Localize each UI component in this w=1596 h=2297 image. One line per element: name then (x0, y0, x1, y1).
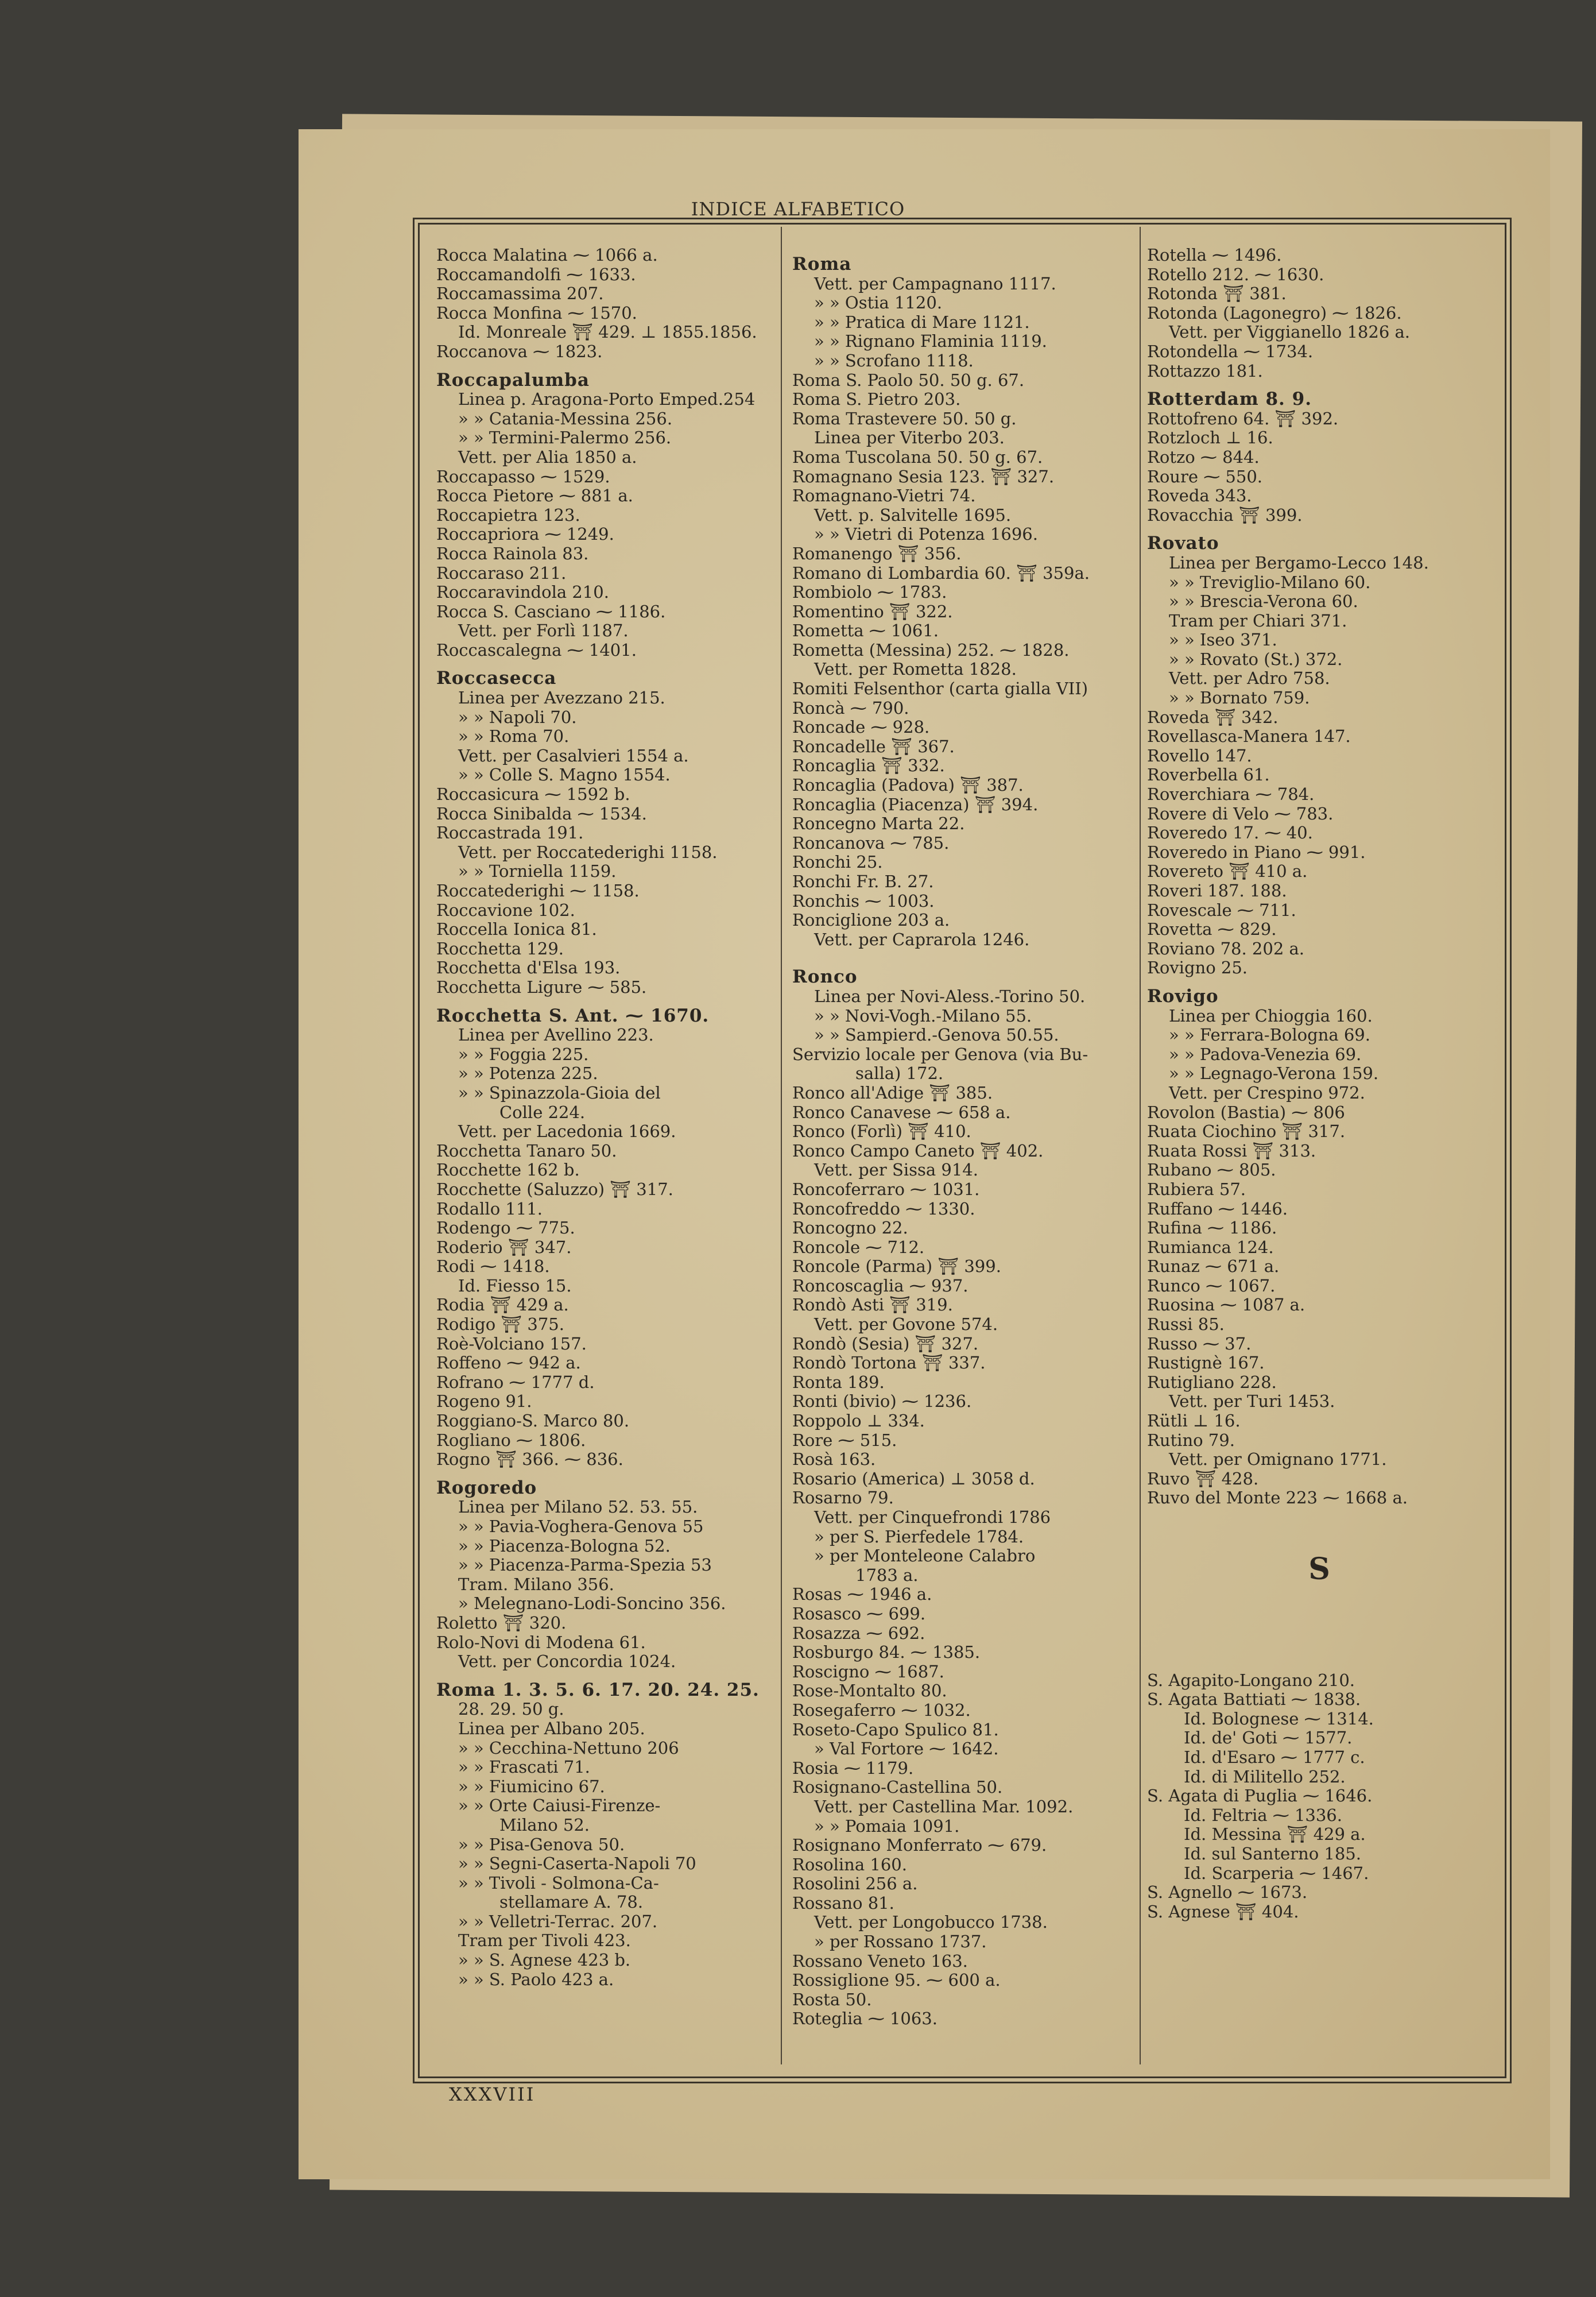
index-entry: Romiti Felsenthor (carta gialla VII) (792, 679, 1088, 699)
index-entry: Vett. p. Salvitelle 1695. (814, 505, 1012, 525)
index-entry: Roccastrada 191. (436, 823, 584, 843)
index-entry: » Melegnano-Lodi-Soncino 356. (458, 1594, 726, 1614)
page-header: INDICE ALFABETICO (691, 198, 905, 220)
index-entry: Romentino ⛩ 322. (792, 601, 953, 621)
index-entry: Rosazza ⁓ 692. (792, 1623, 925, 1643)
index-entry: Rotzloch ⊥ 16. (1147, 428, 1273, 448)
index-entry: » » Legnago-Verona 159. (1169, 1064, 1379, 1084)
index-entry: Rossano 81. (792, 1893, 894, 1913)
index-entry: Rottofreno 64. ⛩ 392. (1147, 408, 1339, 428)
index-entry: Id. Monreale ⛩ 429. ⊥ 1855.1856. (458, 322, 757, 342)
index-entry: Roccatederighi ⁓ 1158. (436, 881, 640, 900)
index-entry: » » Velletri-Terrac. 207. (458, 1911, 658, 1931)
index-entry: salla) 172. (855, 1064, 944, 1084)
index-entry: » » Brescia-Verona 60. (1169, 591, 1358, 612)
index-heading: Roccasecca (436, 668, 557, 689)
index-entry: Id. d'Esaro ⁓ 1777 c. (1184, 1747, 1365, 1767)
index-entry: Ronco (Forlì) ⛩ 410. (792, 1122, 971, 1142)
index-entry: Rumianca 124. (1147, 1237, 1274, 1257)
index-entry: » » Segni-Caserta-Napoli 70 (458, 1854, 696, 1874)
index-entry: » » Scrofano 1118. (814, 350, 974, 370)
index-heading: Roccapalumba (436, 369, 590, 390)
index-entry: Rocchette (Saluzzo) ⛩ 317. (436, 1179, 673, 1199)
index-entry: Rocca Monfina ⁓ 1570. (436, 303, 637, 323)
index-entry: Romanengo ⛩ 356. (792, 543, 962, 563)
index-entry: Rocchette 162 b. (436, 1160, 580, 1180)
index-entry: Rocchetta Ligure ⁓ 585. (436, 977, 647, 997)
index-entry: Rovolon (Bastia) ⁓ 806 (1147, 1102, 1345, 1122)
index-entry: Rosegaferro ⁓ 1032. (792, 1700, 971, 1720)
index-entry: » » Fiumicino 67. (458, 1776, 605, 1796)
index-entry: Runco ⁓ 1067. (1147, 1275, 1276, 1296)
index-entry: Roccapietra 123. (436, 505, 580, 525)
index-entry: Roppolo ⊥ 334. (792, 1411, 925, 1431)
index-entry: Roccapriora ⁓ 1249. (436, 524, 614, 544)
index-entry: » » Napoli 70. (458, 707, 577, 727)
index-entry: » » Bornato 759. (1169, 688, 1310, 708)
index-heading: Rovigo (1147, 985, 1219, 1007)
index-entry: » » Pomaia 1091. (814, 1816, 960, 1836)
index-entry: Id. Scarperia ⁓ 1467. (1184, 1863, 1369, 1883)
index-entry: » » Novi-Vogh.-Milano 55. (814, 1006, 1032, 1026)
index-entry: Roccanova ⁓ 1823. (436, 341, 603, 361)
index-entry: Id. Bolognese ⁓ 1314. (1184, 1708, 1374, 1728)
index-entry: Rodi ⁓ 1418. (436, 1256, 550, 1277)
index-entry: » » Piacenza-Parma-Spezia 53 (458, 1555, 712, 1575)
index-entry: » per Monteleone Calabro (814, 1546, 1036, 1566)
index-entry: Roccapasso ⁓ 1529. (436, 466, 610, 486)
index-entry: Roveda ⛩ 342. (1147, 707, 1279, 727)
index-entry: Roncogno 22. (792, 1218, 908, 1238)
index-entry: Roncadelle ⛩ 367. (792, 736, 955, 756)
index-entry: Roletto ⛩ 320. (436, 1612, 567, 1633)
index-entry: Roncaglia ⛩ 332. (792, 756, 945, 776)
index-entry: Ronchi Fr. B. 27. (792, 872, 934, 891)
index-entry: Roncoferraro ⁓ 1031. (792, 1179, 980, 1199)
index-entry: Rotello 212. ⁓ 1630. (1147, 264, 1324, 284)
index-entry: Roncaglia (Padova) ⛩ 387. (792, 775, 1024, 795)
index-entry: Roè-Volciano 157. (436, 1333, 587, 1354)
index-entry: » » Orte Caiusi-Firenze- (458, 1796, 661, 1816)
index-entry: Roma S. Pietro 203. (792, 389, 961, 409)
index-entry: Rutigliano 228. (1147, 1372, 1277, 1392)
index-entry: Roncaglia (Piacenza) ⛩ 394. (792, 794, 1039, 814)
index-entry: Roncoscaglia ⁓ 937. (792, 1275, 969, 1296)
index-entry: Roverchiara ⁓ 784. (1147, 784, 1315, 805)
index-entry: Vett. per Castellina Mar. 1092. (814, 1796, 1074, 1816)
index-entry: Rubiera 57. (1147, 1179, 1246, 1199)
index-entry: Rovetta ⁓ 829. (1147, 919, 1277, 939)
index-entry: Vett. per Rometta 1828. (814, 659, 1017, 679)
index-column-3 (1147, 246, 1492, 1921)
index-entry: Vett. per Omignano 1771. (1169, 1449, 1387, 1470)
index-entry: Ronco Canavese ⁓ 658 a. (792, 1102, 1011, 1122)
index-entry: Russi 85. (1147, 1314, 1225, 1335)
index-entry: Rovigno 25. (1147, 958, 1248, 978)
index-entry: » per Rossano 1737. (814, 1932, 987, 1952)
index-entry: Linea per Viterbo 203. (814, 428, 1005, 448)
index-entry: Roveredo in Piano ⁓ 991. (1147, 842, 1366, 862)
index-heading: Roma (792, 254, 852, 274)
index-entry: Roncanova ⁓ 785. (792, 833, 950, 853)
index-entry: » » Padova-Venezia 69. (1169, 1044, 1362, 1064)
index-entry: Id. di Militello 252. (1184, 1766, 1346, 1786)
index-entry: Rometta ⁓ 1061. (792, 621, 939, 641)
index-entry: Rondò Asti ⛩ 319. (792, 1295, 953, 1315)
index-entry: Id. Fiesso 15. (458, 1275, 572, 1296)
index-entry: Vett. per Casalvieri 1554 a. (458, 745, 689, 765)
index-column-2 (792, 246, 1137, 2029)
index-entry: Roma Trastevere 50. 50 g. (792, 408, 1017, 428)
index-entry: Roveda 343. (1147, 486, 1252, 506)
index-entry: Rocca S. Casciano ⁓ 1186. (436, 601, 666, 621)
index-entry: Roccamandolfi ⁓ 1633. (436, 264, 636, 284)
index-entry: Roviano 78. 202 a. (1147, 938, 1305, 958)
index-entry: Vett. per Alia 1850 a. (458, 447, 637, 467)
index-entry: S. Agata di Puglia ⁓ 1646. (1147, 1786, 1373, 1806)
index-entry: Id. sul Santerno 185. (1184, 1843, 1361, 1863)
index-entry: Vett. per Campagnano 1117. (814, 273, 1056, 293)
index-entry: Rosario (America) ⊥ 3058 d. (792, 1468, 1035, 1488)
index-entry: Rosarno 79. (792, 1488, 894, 1508)
index-entry: Ruvo del Monte 223 ⁓ 1668 a. (1147, 1488, 1408, 1508)
index-entry: Vett. per Sissa 914. (814, 1160, 978, 1180)
index-entry: Rosolini 256 a. (792, 1874, 918, 1894)
index-entry: Vett. per Roccatederighi 1158. (458, 842, 718, 862)
index-entry: Rovacchia ⛩ 399. (1147, 505, 1303, 525)
index-entry: Ruffano ⁓ 1446. (1147, 1198, 1288, 1219)
index-entry: Rondò Tortona ⛩ 337. (792, 1353, 986, 1373)
index-entry: Roncole (Parma) ⛩ 399. (792, 1256, 1001, 1277)
index-entry: Rocchetta d'Elsa 193. (436, 958, 621, 978)
index-entry: Vett. per Turi 1453. (1169, 1391, 1335, 1412)
index-entry: » Val Fortore ⁓ 1642. (814, 1739, 999, 1759)
index-entry: Rometta (Messina) 252. ⁓ 1828. (792, 640, 1070, 660)
index-entry: Ronciglione 203 a. (792, 910, 950, 930)
index-entry: Linea per Novi-Aless.-Torino 50. (814, 986, 1086, 1006)
index-entry: Rosasco ⁓ 699. (792, 1603, 926, 1623)
index-entry: Rocca Rainola 83. (436, 543, 589, 563)
index-entry: Roccaraso 211. (436, 563, 567, 583)
index-entry: » » Pisa-Genova 50. (458, 1834, 625, 1854)
index-entry: Roncegno Marta 22. (792, 814, 965, 834)
column-divider (781, 227, 782, 2064)
index-entry: Ronco Campo Caneto ⛩ 402. (792, 1140, 1044, 1161)
index-entry: » » S. Paolo 423 a. (458, 1969, 614, 1989)
index-entry: Rovellasca-Manera 147. (1147, 726, 1351, 747)
index-entry: Roncà ⁓ 790. (792, 698, 909, 718)
index-entry: Linea per Chioggia 160. (1169, 1006, 1373, 1026)
index-entry: Ruata Rossi ⛩ 313. (1147, 1140, 1316, 1161)
index-entry: » » Vietri di Potenza 1696. (814, 524, 1038, 544)
index-entry: Roccavione 102. (436, 900, 575, 920)
index-heading: Ronco (792, 966, 858, 988)
index-entry: 1783 a. (855, 1565, 919, 1585)
index-entry: Roccella Ionica 81. (436, 919, 597, 939)
index-entry: Tram per Tivoli 423. (458, 1931, 631, 1951)
index-entry: Rosolina 160. (792, 1854, 907, 1874)
index-entry: Vett. per Cinquefrondi 1786 (814, 1507, 1051, 1527)
index-entry: Rossiglione 95. ⁓ 600 a. (792, 1970, 1001, 1990)
index-entry: Ruosina ⁓ 1087 a. (1147, 1295, 1306, 1315)
index-entry: Rocchetta Tanaro 50. (436, 1140, 617, 1161)
index-entry: Vett. per Govone 574. (814, 1314, 998, 1335)
index-entry: Rutino 79. (1147, 1430, 1235, 1450)
index-entry: Rosignano-Castellina 50. (792, 1777, 1003, 1797)
index-entry: Rofrano ⁓ 1777 d. (436, 1372, 595, 1392)
index-entry: Rogno ⛩ 366. ⁓ 836. (436, 1449, 623, 1470)
index-entry: Ronco all'Adige ⛩ 385. (792, 1082, 993, 1103)
index-heading: Roma 1. 3. 5. 6. 17. 20. 24. 25. (436, 1679, 760, 1700)
index-entry: Roccascalegna ⁓ 1401. (436, 640, 637, 660)
index-entry: Rosta 50. (792, 1989, 872, 2009)
index-entry: Milano 52. (499, 1815, 590, 1835)
index-entry: Roncade ⁓ 928. (792, 717, 930, 737)
index-entry: Vett. per Caprarola 1246. (814, 929, 1030, 949)
index-entry: S. Agata Battiati ⁓ 1838. (1147, 1689, 1361, 1710)
index-entry: Rufina ⁓ 1186. (1147, 1218, 1277, 1238)
index-heading: Rogoredo (436, 1477, 537, 1498)
index-entry: Rosas ⁓ 1946 a. (792, 1584, 932, 1604)
index-entry: Rosia ⁓ 1179. (792, 1758, 914, 1778)
index-entry: Rodigo ⛩ 375. (436, 1314, 564, 1335)
section-letter: S (1308, 1552, 1330, 1587)
index-entry: » » Termini-Palermo 256. (458, 428, 672, 448)
index-entry: Rodia ⛩ 429 a. (436, 1295, 569, 1315)
index-entry: Linea per Bergamo-Lecco 148. (1169, 552, 1429, 573)
index-entry: Ronchis ⁓ 1003. (792, 891, 935, 911)
index-entry: Rustignè 167. (1147, 1353, 1265, 1373)
index-entry: Rovello 147. (1147, 745, 1252, 765)
index-entry: Rogeno 91. (436, 1391, 532, 1412)
index-entry: Vett. per Viggianello 1826 a. (1169, 322, 1410, 342)
index-entry: Rocchetta 129. (436, 938, 564, 958)
column-divider (1140, 227, 1141, 2064)
index-entry: Rotonda ⛩ 381. (1147, 284, 1287, 304)
index-entry: Ruvo ⛩ 428. (1147, 1468, 1259, 1488)
index-entry: Rolo-Novi di Modena 61. (436, 1632, 646, 1652)
index-entry: Rottazzo 181. (1147, 361, 1263, 381)
index-entry: Roveredo 17. ⁓ 40. (1147, 823, 1313, 843)
index-entry: » » Rovato (St.) 372. (1169, 649, 1343, 669)
index-entry: Servizio locale per Genova (via Bu- (792, 1044, 1088, 1064)
index-entry: Rotella ⁓ 1496. (1147, 245, 1282, 265)
index-entry: Vett. per Crespino 972. (1169, 1082, 1365, 1103)
index-entry: Romano di Lombardia 60. ⛩ 359a. (792, 563, 1090, 583)
index-entry: Roure ⁓ 550. (1147, 466, 1263, 486)
index-entry: Rocca Pietore ⁓ 881 a. (436, 486, 633, 506)
index-entry: Rocca Malatina ⁓ 1066 a. (436, 245, 658, 265)
index-entry: Rocca Sinibalda ⁓ 1534. (436, 803, 647, 823)
index-entry: » » Pratica di Mare 1121. (814, 312, 1030, 332)
index-entry: » » Torniella 1159. (458, 861, 617, 881)
index-entry: Id. Messina ⛩ 429 a. (1184, 1824, 1366, 1844)
index-entry: » » Ferrara-Bologna 69. (1169, 1025, 1370, 1045)
index-entry: Rombiolo ⁓ 1783. (792, 582, 947, 602)
index-entry: Vett. per Lacedonia 1669. (458, 1122, 676, 1142)
index-entry: » » Ostia 1120. (814, 293, 943, 313)
index-entry: Roccaravindola 210. (436, 582, 609, 602)
index-entry: S. Agnello ⁓ 1673. (1147, 1882, 1308, 1902)
index-entry: » » Piacenza-Bologna 52. (458, 1536, 671, 1556)
index-entry: Rovescale ⁓ 711. (1147, 900, 1296, 920)
index-entry: 28. 29. 50 g. (458, 1699, 564, 1719)
index-entry: Roseto-Capo Spulico 81. (792, 1719, 999, 1739)
index-entry: Colle 224. (499, 1102, 586, 1122)
index-entry: Roma S. Paolo 50. 50 g. 67. (792, 370, 1025, 390)
index-heading: Rocchetta S. Ant. ⁓ 1670. (436, 1005, 710, 1026)
index-entry: Rubano ⁓ 805. (1147, 1160, 1276, 1180)
index-entry: Roveri 187. 188. (1147, 881, 1287, 900)
index-entry: Tram. Milano 356. (458, 1574, 614, 1594)
index-entry: Rose-Montalto 80. (792, 1681, 947, 1701)
index-entry: Rosà 163. (792, 1449, 876, 1470)
index-entry: » » Iseo 371. (1169, 630, 1277, 650)
index-entry: Linea p. Aragona-Porto Emped.254 (458, 389, 756, 409)
index-entry: » » Potenza 225. (458, 1064, 598, 1084)
index-entry: » » Sampierd.-Genova 50.55. (814, 1025, 1059, 1045)
index-entry: S. Agnese ⛩ 404. (1147, 1901, 1299, 1921)
index-entry: Rodengo ⁓ 775. (436, 1218, 575, 1238)
index-entry: Roderio ⛩ 347. (436, 1237, 572, 1257)
index-entry: Ronti (bivio) ⁓ 1236. (792, 1391, 972, 1412)
index-entry: Rossano Veneto 163. (792, 1951, 968, 1971)
index-entry: » » Rignano Flaminia 1119. (814, 331, 1047, 351)
index-entry: » » Roma 70. (458, 726, 570, 747)
index-entry: Rodallo 111. (436, 1198, 543, 1219)
index-entry: Rogliano ⁓ 1806. (436, 1430, 586, 1450)
index-entry: Tram per Chiari 371. (1169, 610, 1347, 631)
index-entry: Rotondella ⁓ 1734. (1147, 341, 1314, 361)
index-entry: Roffeno ⁓ 942 a. (436, 1353, 581, 1373)
index-heading: Rovato (1147, 533, 1219, 554)
index-entry: » » Colle S. Magno 1554. (458, 765, 671, 785)
index-entry: Rosburgo 84. ⁓ 1385. (792, 1642, 981, 1662)
page-number: XXXVIII (449, 2083, 536, 2105)
index-entry: » per S. Pierfedele 1784. (814, 1526, 1024, 1546)
index-entry: Roscigno ⁓ 1687. (792, 1661, 944, 1681)
index-entry: Vett. per Forlì 1187. (458, 621, 629, 641)
index-entry: Romagnano Sesia 123. ⛩ 327. (792, 466, 1055, 486)
index-entry: » » Pavia-Voghera-Genova 55 (458, 1517, 704, 1536)
index-entry: Roma Tuscolana 50. 50 g. 67. (792, 447, 1043, 467)
spacer (792, 949, 1137, 958)
index-entry: Roncofreddo ⁓ 1330. (792, 1198, 975, 1219)
index-entry: » » Spinazzola-Gioia del (458, 1082, 661, 1103)
index-entry: Romagnano-Vietri 74. (792, 486, 976, 506)
index-entry: Linea per Avezzano 215. (458, 688, 665, 708)
index-column-1 (436, 246, 781, 1989)
index-heading: Rotterdam 8. 9. (1147, 389, 1312, 410)
index-entry: S. Agapito-Longano 210. (1147, 1670, 1355, 1690)
index-entry: Rosignano Monferrato ⁓ 679. (792, 1835, 1047, 1855)
index-entry: Vett. per Longobucco 1738. (814, 1912, 1048, 1932)
index-entry: Ronta 189. (792, 1372, 885, 1392)
index-entry: » » S. Agnese 423 b. (458, 1950, 631, 1970)
index-entry: Roncole ⁓ 712. (792, 1237, 925, 1257)
index-entry: Roccasicura ⁓ 1592 b. (436, 784, 630, 805)
index-entry: stellamare A. 78. (499, 1892, 644, 1912)
index-entry: Vett. per Adro 758. (1169, 668, 1330, 689)
index-entry: » » Foggia 225. (458, 1044, 589, 1064)
index-entry: » » Tivoli - Solmona-Ca- (458, 1873, 659, 1893)
index-entry: » » Treviglio-Milano 60. (1169, 572, 1371, 592)
index-entry: Roggiano-S. Marco 80. (436, 1411, 630, 1431)
index-entry: Russo ⁓ 37. (1147, 1333, 1252, 1354)
index-entry: Linea per Milano 52. 53. 55. (458, 1497, 698, 1517)
index-entry: Ruata Ciochino ⛩ 317. (1147, 1122, 1346, 1142)
index-entry: Id. de' Goti ⁓ 1577. (1184, 1728, 1353, 1748)
index-entry: Rovereto ⛩ 410 a. (1147, 861, 1308, 881)
index-entry: Vett. per Concordia 1024. (458, 1652, 676, 1672)
index-entry: Roverbella 61. (1147, 765, 1270, 785)
index-entry: » » Cecchina-Nettuno 206 (458, 1738, 679, 1758)
index-entry: Linea per Avellino 223. (458, 1025, 654, 1045)
index-entry: Rütli ⊥ 16. (1147, 1411, 1241, 1431)
index-entry: Ronchi 25. (792, 852, 883, 872)
index-entry: » » Frascati 71. (458, 1757, 590, 1777)
index-entry: Rotonda (Lagonegro) ⁓ 1826. (1147, 303, 1402, 323)
index-entry: Linea per Albano 205. (458, 1718, 645, 1738)
index-entry: Runaz ⁓ 671 a. (1147, 1256, 1280, 1277)
index-entry: Rondò (Sesia) ⛩ 327. (792, 1333, 979, 1354)
index-entry: Rotzo ⁓ 844. (1147, 447, 1260, 467)
index-entry: Rore ⁓ 515. (792, 1430, 897, 1450)
index-entry: » » Catania-Messina 256. (458, 408, 673, 428)
index-entry: Rovere di Velo ⁓ 783. (1147, 803, 1334, 823)
index-entry: Roteglia ⁓ 1063. (792, 2009, 938, 2029)
index-entry: Id. Feltria ⁓ 1336. (1184, 1805, 1342, 1825)
index-entry: Roccamassima 207. (436, 284, 604, 304)
